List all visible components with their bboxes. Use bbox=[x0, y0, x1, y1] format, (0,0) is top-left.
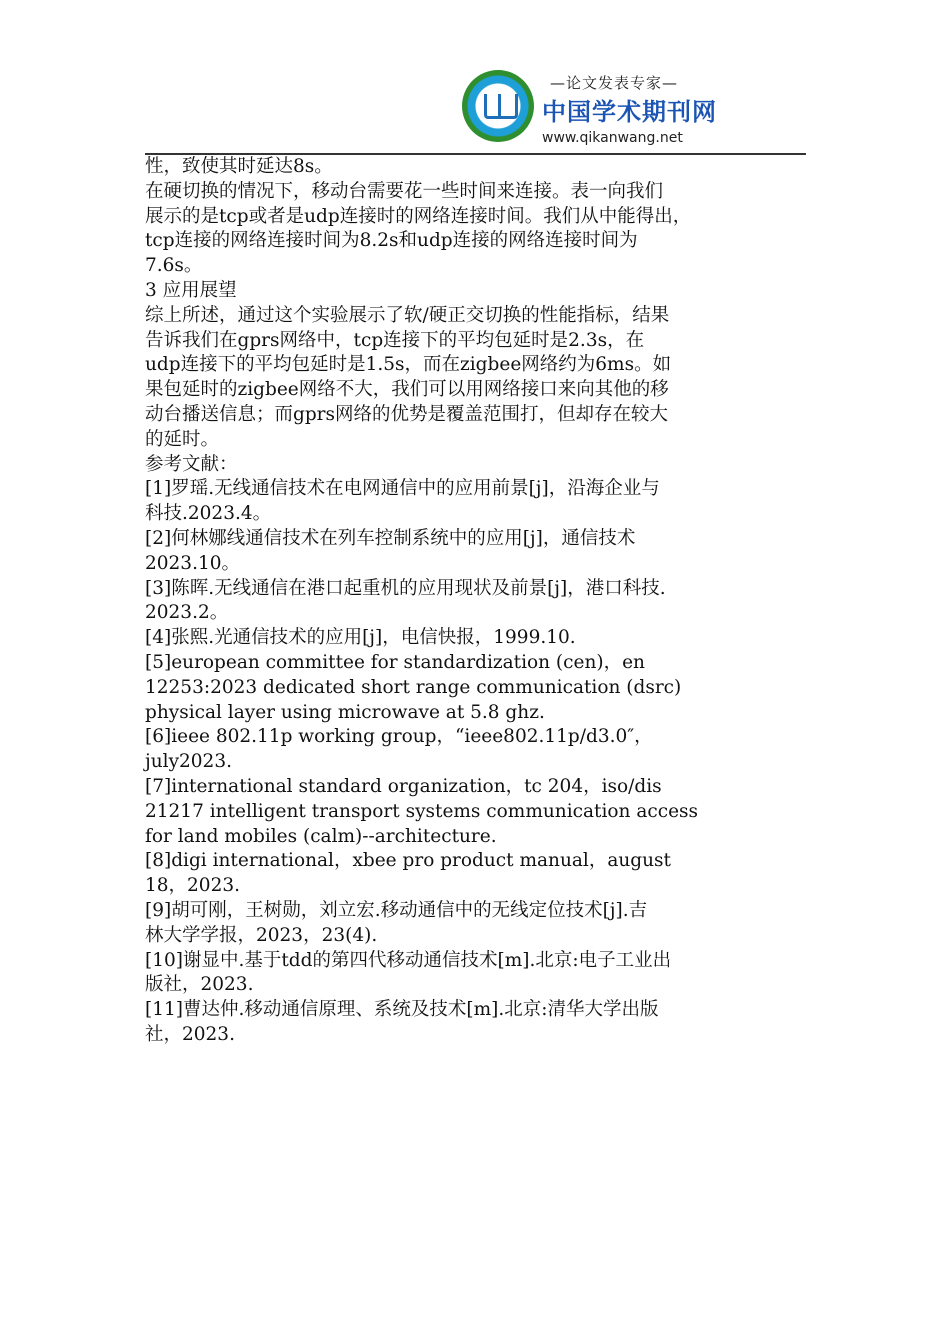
text-line: 告诉我们在gprs网络中，tcp连接下的平均包延时是2.3s，在 bbox=[145, 329, 645, 351]
text-line: 在硬切换的情况下，移动台需要花一些时间来连接。表一向我们 bbox=[145, 180, 664, 202]
text-line: 动台播送信息；而gprs网络的优势是覆盖范围打，但却存在较大 bbox=[145, 403, 669, 425]
reference-line: [8]digi international，xbee pro product manual，august bbox=[145, 850, 671, 872]
section-heading: 3 应用展望 bbox=[145, 279, 237, 301]
reference-line: [7]international standard organization，tc 204，iso/dis bbox=[145, 775, 662, 797]
reference-line: 林大学学报，2023，23(4). bbox=[145, 924, 378, 946]
reference-line: for land mobiles (calm)--architecture. bbox=[145, 825, 497, 847]
reference-line: physical layer using microwave at 5.8 ghz. bbox=[145, 701, 545, 723]
reference-line: [6]ieee 802.11p working group，“ieee802.11p/d3.0″， bbox=[145, 726, 653, 748]
journal-logo bbox=[462, 70, 534, 142]
reference-line: [5]european committee for standardization (cen)，en bbox=[145, 651, 645, 673]
reference-line: [4]张熙.光通信技术的应用[j]，电信快报，1999.10. bbox=[145, 627, 576, 649]
reference-line: [2]何林娜线通信技术在列车控制系统中的应用[j]，通信技术 bbox=[145, 527, 636, 549]
text-line: 性，致使其时延达8s。 bbox=[145, 156, 333, 177]
reference-line: 12253:2023 dedicated short range communication (dsrc) bbox=[145, 676, 682, 698]
reference-line: 社，2023. bbox=[145, 1023, 235, 1045]
reference-line: 版社，2023. bbox=[145, 974, 254, 996]
reference-line: [10]谢显中.基于tdd的第四代移动通信技术[m].北京:电子工业出 bbox=[145, 949, 672, 971]
text-line: tcp连接的网络连接时间为8.2s和udp连接的网络连接时间为 bbox=[145, 230, 638, 252]
reference-line: 21217 intelligent transport systems communication access bbox=[145, 800, 699, 822]
reference-line: 18，2023. bbox=[145, 875, 241, 897]
references-heading: 参考文献： bbox=[145, 453, 238, 475]
reference-line: [11]曹达仲.移动通信原理、系统及技术[m].北京:清华大学出版 bbox=[145, 999, 659, 1021]
text-line: 果包延时的zigbee网络不大，我们可以用网络接口来向其他的移 bbox=[145, 379, 669, 401]
text-line: 7.6s。 bbox=[145, 255, 203, 277]
document-body bbox=[145, 155, 810, 1048]
reference-line: 2023.10。 bbox=[145, 552, 241, 574]
site-header bbox=[462, 68, 802, 154]
text-line: 的延时。 bbox=[145, 428, 220, 450]
reference-line: [9]胡可刚，王树勋，刘立宏.移动通信中的无线定位技术[j].吉 bbox=[145, 899, 648, 921]
reference-line: 2023.2。 bbox=[145, 602, 229, 624]
text-line: 展示的是tcp或者是udp连接时的网络连接时间。我们从中能得出， bbox=[145, 205, 692, 227]
header-tagline: —论文发表专家— bbox=[550, 74, 679, 92]
reference-line: [3]陈晖.无线通信在港口起重机的应用现状及前景[j]，港口科技. bbox=[145, 577, 666, 599]
book-icon bbox=[484, 94, 518, 119]
site-url: www.qikanwang.net bbox=[542, 130, 683, 146]
text-line: 综上所述，通过这个实验展示了软/硬正交切换的性能指标，结果 bbox=[145, 304, 670, 326]
text-line: udp连接下的平均包延时是1.5s，而在zigbee网络约为6ms。如 bbox=[145, 354, 672, 376]
reference-line: 科技.2023.4。 bbox=[145, 503, 272, 525]
reference-line: july2023. bbox=[145, 751, 232, 773]
brand-name: 中国学术期刊网 bbox=[542, 98, 717, 126]
reference-line: [1]罗瑶.无线通信技术在电网通信中的应用前景[j]，沿海企业与 bbox=[145, 478, 660, 500]
